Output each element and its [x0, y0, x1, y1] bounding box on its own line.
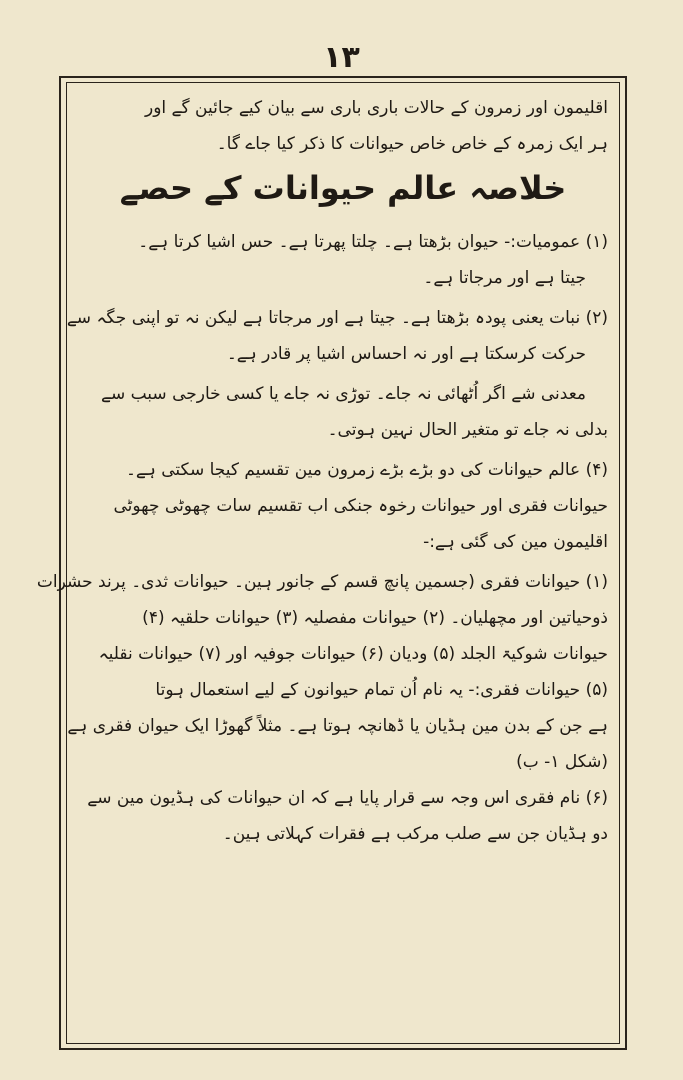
section-heading: خلاصہ عالم حیوانات کے حصے: [119, 169, 567, 207]
text-line: اقلیمون اور زمرون کے حالات باری باری سے بیان کیے جائین گے اور: [145, 98, 608, 118]
text-line: جیتا ہے اور مرجاتا ہے۔: [423, 268, 586, 288]
text-line: معدنی شے اگر اُٹھائی نہ جاے۔ توڑی نہ جاے یا کسی خارجی سبب سے: [100, 384, 586, 404]
text-line: ہے جن کے بدن مین ہڈیان یا ڈھانچہ ہوتا ہے۔ مثلاً گھوڑا ایک حیوان فقری ہے: [67, 716, 608, 736]
text-line: ہر ایک زمرہ کے خاص خاص حیوانات کا ذکر کیا جاے گا۔: [216, 134, 608, 154]
text-line: (۲) نبات یعنی پودہ بڑھتا ہے۔ جیتا ہے اور مرجاتا ہے لیکن نہ تو اپنی جگہ سے: [66, 308, 608, 328]
text-line: (۶) نام فقری اس وجہ سے قرار پایا ہے کہ ان حیوانات کی ہڈیون مین سے: [87, 788, 608, 808]
text-line: دو ہڈیان جن سے صلب مرکب ہے فقرات کہلاتی ہین۔: [222, 824, 608, 844]
text-line: (۱) حیوانات فقری (جسمین پانچ قسم کے جانور ہین۔ حیوانات ثدی۔ پرند حشرات: [36, 572, 608, 592]
text-line: (شکل ۱- ب): [516, 752, 608, 772]
text-line: بدلی نہ جاے تو متغیر الحال نہین ہوتی۔: [327, 420, 608, 440]
text-line: حیوانات فقری اور حیوانات رخوہ جنکی اب تقسیم سات چھوٹی چھوٹی: [113, 496, 608, 516]
text-line: (۵) حیوانات فقری:- یہ نام اُن تمام حیوانون کے لیے استعمال ہوتا: [155, 680, 608, 700]
text-line: ذوحیاتین اور مچھلیان۔ (۲) حیوانات مفصلیہ (۳) حیوانات حلقیہ (۴): [142, 608, 608, 628]
text-line: حرکت کرسکتا ہے اور نہ احساس اشیا پر قادر ہے۔: [226, 344, 586, 364]
page-number: ۱۳: [323, 40, 360, 75]
text-line: حیوانات شوکیۃ الجلد (۵) ودیان (۶) حیوانات جوفیہ اور (۷) حیوانات نقلیہ: [98, 644, 608, 664]
text-line: اقلیمون مین کی گئی ہے:-: [423, 532, 608, 552]
text-line: (۴) عالم حیوانات کی دو بڑے بڑے زمرون مین تقسیم کیجا سکتی ہے۔: [125, 460, 608, 480]
page-content: [36, 96, 608, 858]
text-line: (۱) عمومیات:- حیوان بڑھتا ہے۔ چلتا پھرتا ہے۔ حس اشیا کرتا ہے۔: [138, 232, 608, 252]
